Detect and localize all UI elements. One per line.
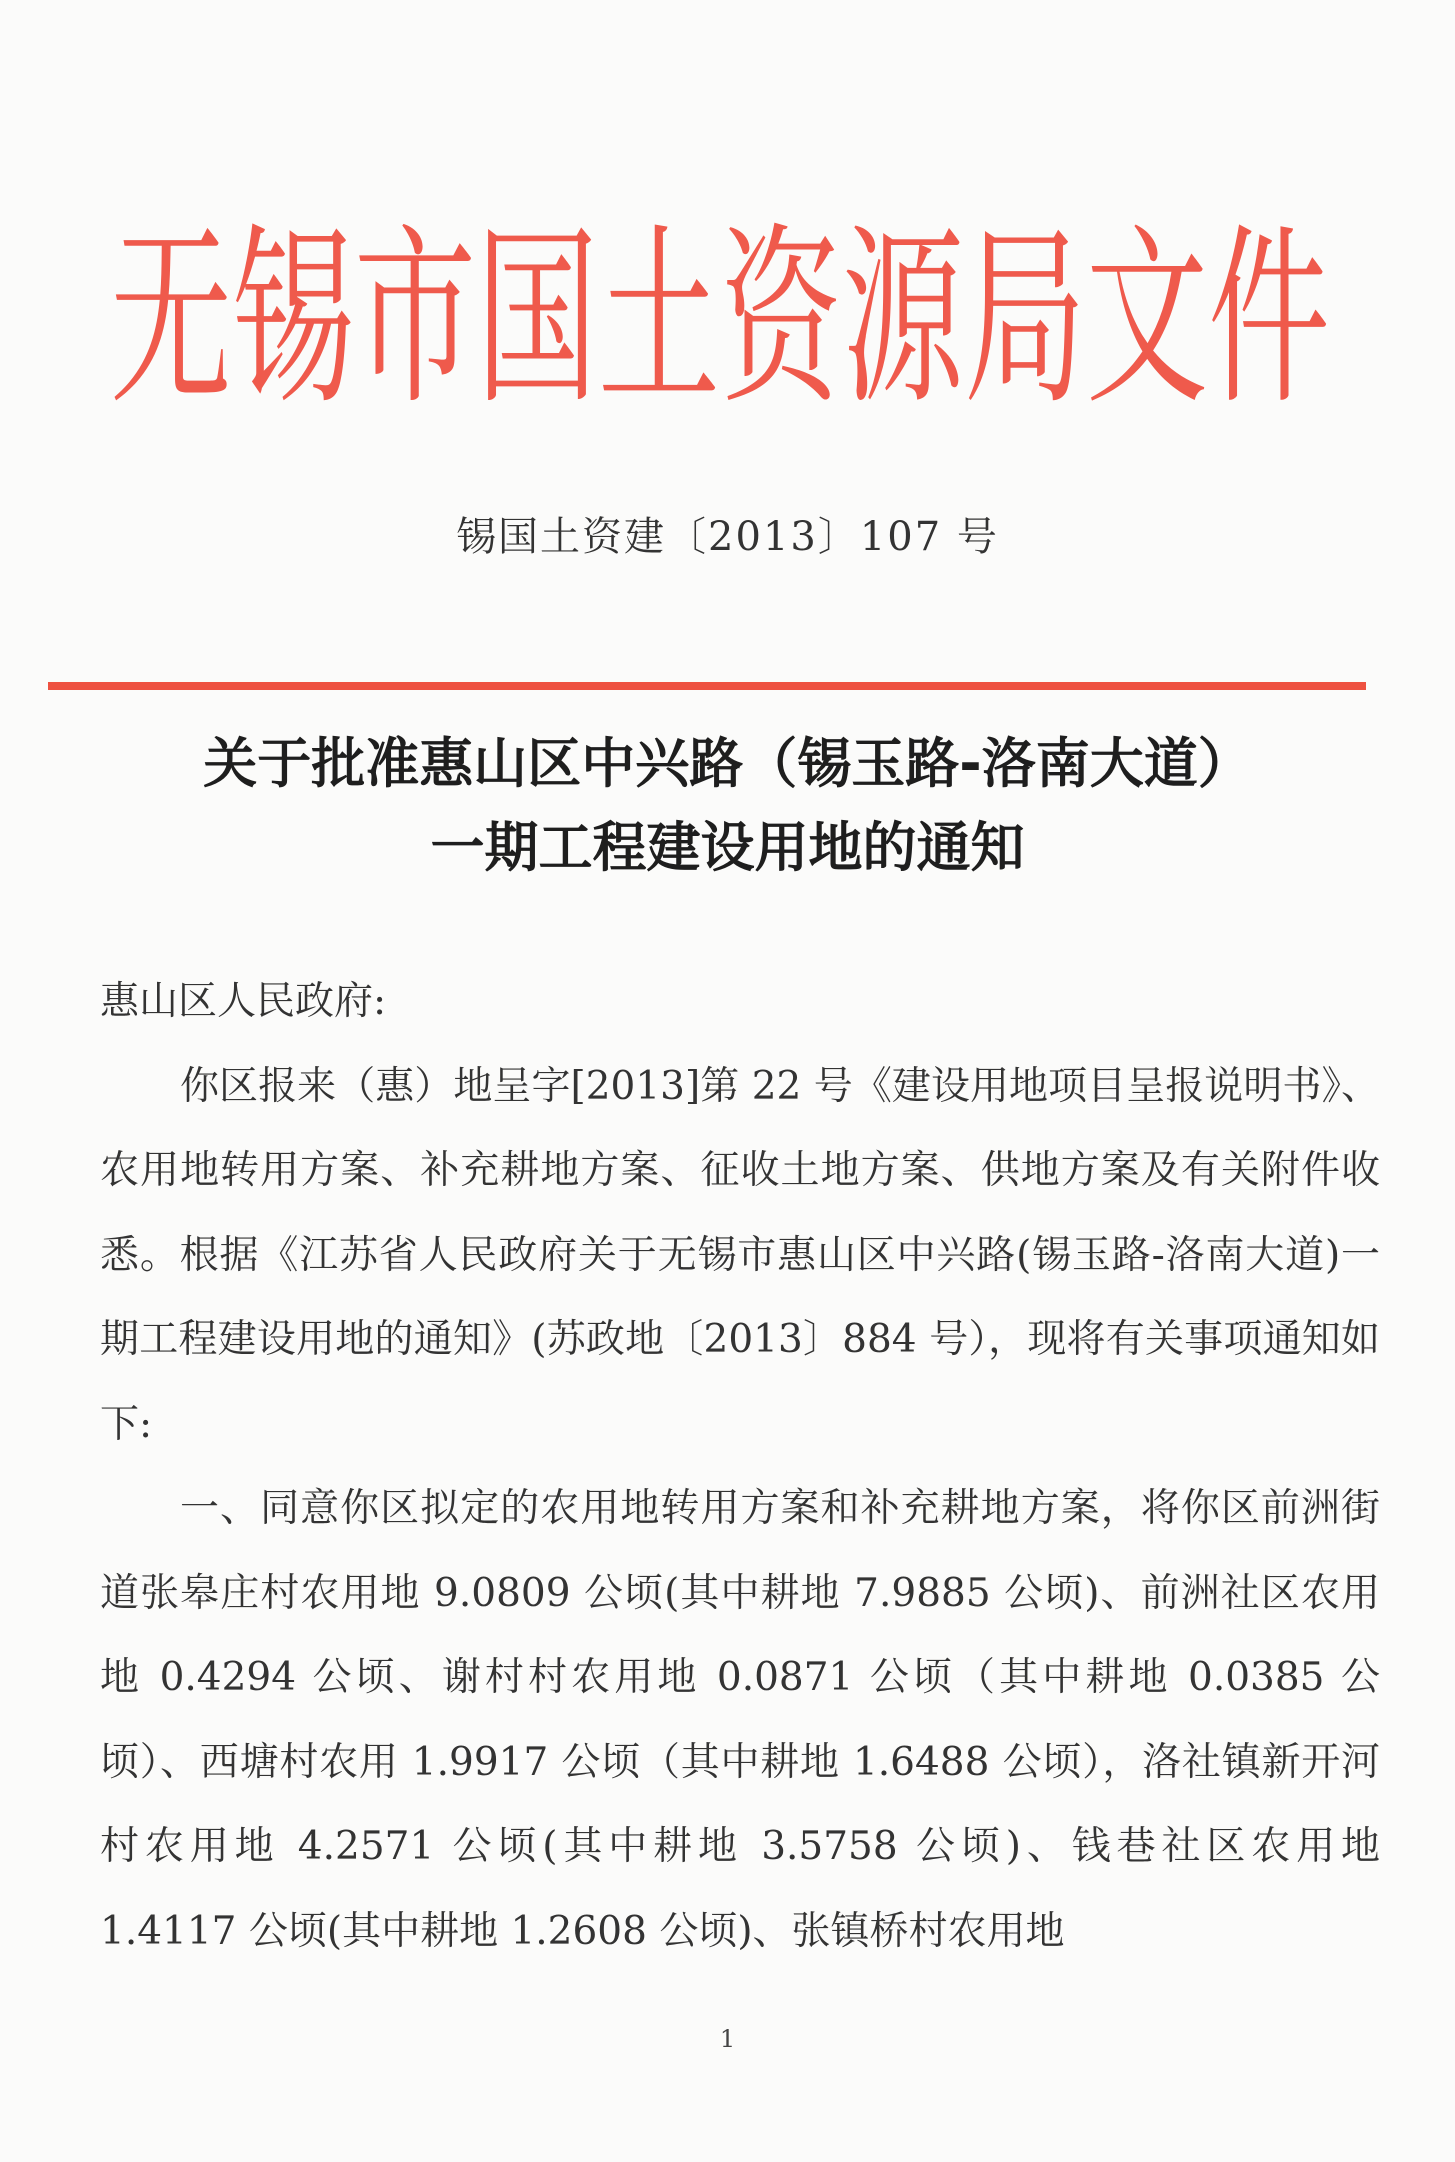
notice-title [0, 722, 1455, 890]
salutation: 惠山区人民政府: [100, 979, 387, 1024]
document-number: 锡国土资建〔2013〕107 号 [456, 514, 999, 560]
red-divider-line [48, 682, 1366, 690]
title-line-2: 一期工程建设用地的通知 [430, 816, 1025, 879]
paragraph-item-1: 一、同意你区拟定的农用地转用方案和补充耕地方案，将你区前洲街道张皋庄村农用地 9.0809 公顷(其中耕地 7.9885 公顷)、前洲社区农用地 0.4294 公顷、谢村村农用地 0.0871 公顷（其中耕地 0.0385 公顷）、西塘村农用 1.9917 公顷（其中耕地 1.6488 公顷），洛社镇新开河村农用地 4.2571 公顷(其中耕地 3.5758 公顷)、钱巷社区农用地 1.4117 公顷(其中耕地 1.2608 公顷)、张镇桥村农用地 [100, 1486, 1380, 1954]
page-number: 1 [719, 2025, 736, 2053]
title-line-1: 关于批准惠山区中兴路（锡玉路-洛南大道） [203, 732, 1252, 795]
masthead-title [110, 185, 1330, 425]
document-body [100, 960, 1380, 1974]
paragraph-intro: 你区报来（惠）地呈字[2013]第 22 号《建设用地项目呈报说明书》、农用地转用方案、补充耕地方案、征收土地方案、供地方案及有关附件收悉。根据《江苏省人民政府关于无锡市惠山区中兴路(锡玉路-洛南大道)一期工程建设用地的通知》(苏政地〔2013〕884 号），现将有关事项通知如下: [100, 1063, 1380, 1447]
masthead-text: 无锡市国土资源局文件 [110, 208, 1330, 425]
